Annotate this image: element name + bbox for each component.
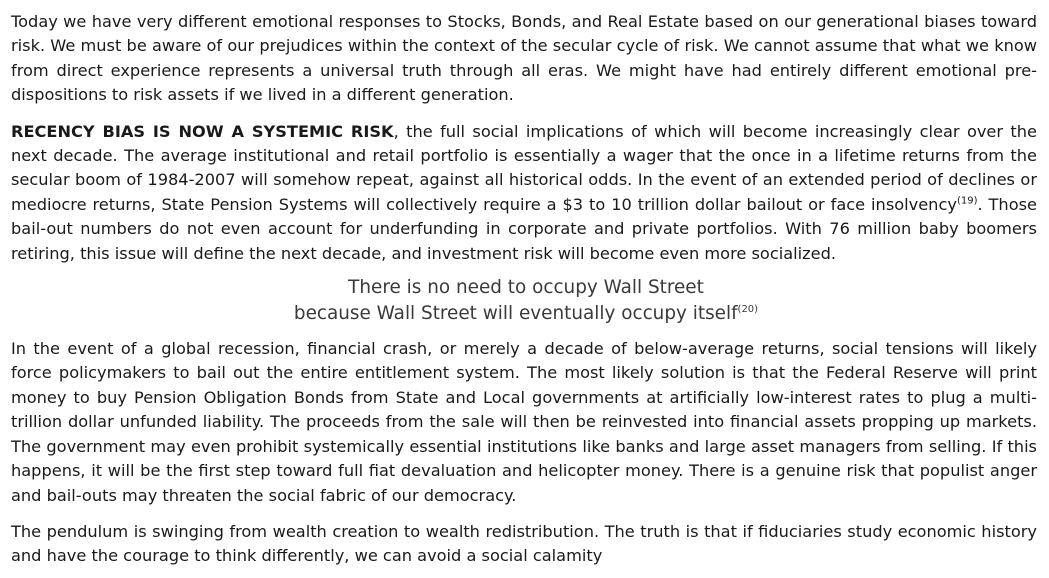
paragraph-recency-bias: [11, 120, 1037, 266]
footnote-ref-19: (19): [956, 195, 978, 207]
pull-quote-line-1: There is no need to occupy Wall Street: [348, 277, 704, 299]
pull-quote: [11, 275, 1037, 327]
recency-bias-text-a: , the full social implications of which will become increasingly clear over the next decade. The average institutional and retail portfolio is essentially a wager that the once in a lifetime returns from the secular boom of 1984-2007 will somehow repeat, against all historical odds. In the event of an extended period of declines or mediocre returns, State Pension Systems will collectively require a $3 to 10 trillion dollar bailout or face insolvency: [11, 121, 1037, 214]
recency-bias-heading: RECENCY BIAS IS NOW A SYSTEMIC RISK: [11, 121, 394, 141]
footnote-ref-20: (20): [737, 303, 759, 315]
recency-bias-text-b: . Those bail-out numbers do not even account for underfunding in corporate and private portfolios. With 76 million baby boomers retiring, this issue will define the next decade, and investment risk will become even more socialized.: [11, 194, 1037, 263]
pull-quote-line-2-wrap: [15, 301, 1037, 327]
paragraph-pendulum: The pendulum is swinging from wealth creation to wealth redistribution. The truth is that if fiduciaries study economic history and have the courage to think differently, we can avoid a social calamity: [11, 521, 1037, 566]
paragraph-generational-biases: Today we have very different emotional responses to Stocks, Bonds, and Real Estate based on our generational biases toward risk. We must be aware of our prejudices within the context of the secular cycle of risk. We cannot assume that what we know from direct experience represents a universal truth through all eras. We might have had entirely different emotional pre-dispositions to risk assets if we lived in a different generation.: [11, 12, 1037, 105]
paragraph-bailout-scenario: In the event of a global recession, financial crash, or merely a decade of below-average returns, social tensions will likely force policymakers to bail out the entire entitlement system. The most likely solution is that the Federal Reserve will print money to buy Pension Obligation Bonds from State and Local governments at artificially low-interest rates to plug a multi-trillion dollar unfunded liability. The proceeds from the sale will then be reinvested into financial assets propping up markets. The government may even prohibit systemically essential institutions like banks and large asset managers from selling. If this happens, it will be the first step toward full fiat devaluation and helicopter money. There is a genuine risk that populist anger and bail-outs may threaten the social fabric of our democracy.: [11, 339, 1037, 505]
pull-quote-line-2: because Wall Street will eventually occupy itself: [293, 303, 738, 325]
document-page: [11, 10, 1037, 569]
